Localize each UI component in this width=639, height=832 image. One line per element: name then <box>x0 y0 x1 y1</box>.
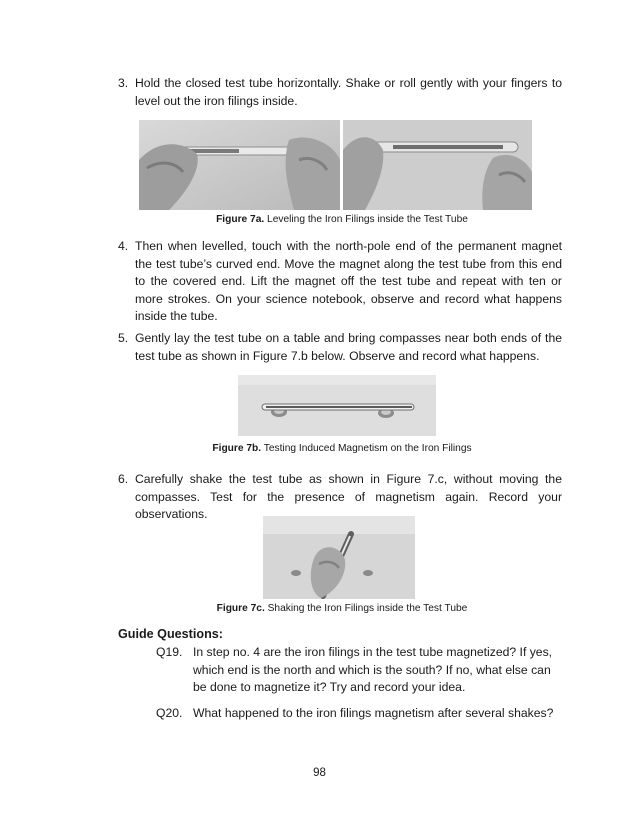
step-number: 3. <box>118 76 129 90</box>
question-number: Q20. <box>156 706 183 720</box>
step-text: Carefully shake the test tube as shown in Figure 7.c, without moving the compasses. Test for the presence of magnetism again. Record your observations. <box>135 472 562 521</box>
step-text: Hold the closed test tube horizontally. Shake or roll gently with your fingers to level out the iron filings inside. <box>135 76 562 108</box>
step-number: 6. <box>118 472 129 486</box>
figure-7c-caption <box>120 603 564 614</box>
figure-7c-photo <box>263 516 415 599</box>
figure-7b-photo <box>238 375 436 436</box>
figure-caption-text: Shaking the Iron Filings inside the Test Tube <box>267 603 468 614</box>
figure-7a-caption <box>120 214 564 225</box>
question-q19 <box>156 644 561 697</box>
question-number: Q19. <box>156 645 183 659</box>
question-q20 <box>156 705 576 723</box>
step-number: 4. <box>118 239 129 253</box>
question-text: In step no. 4 are the iron filings in the test tube magnetized? If yes, which end is the north and which is the south? If no, what else can be done to magnetize it? Try and record your idea. <box>193 645 553 694</box>
figure-7b-caption <box>120 443 564 454</box>
figure-label: Figure 7b. <box>212 443 262 454</box>
step-5 <box>118 330 562 365</box>
page-number: 98 <box>313 767 326 779</box>
figure-label: Figure 7a. <box>216 214 265 225</box>
figure-7a-right-photo <box>343 120 532 210</box>
question-text: What happened to the iron filings magnetism after several shakes? <box>193 706 554 720</box>
figure-label: Figure 7c. <box>216 603 265 614</box>
step-text: Then when levelled, touch with the north-pole end of the permanent magnet the test tube’s curved end. Move the magnet along the test tube from this end to the covered end. Lift the magnet off the test tube and repeat with ten or more strokes. On your science notebook, observe and record what happens inside the tube. <box>135 239 562 323</box>
step-4 <box>118 238 562 326</box>
step-3 <box>118 75 562 110</box>
guide-questions-heading: Guide Questions: <box>118 627 223 641</box>
figure-caption-text: Testing Induced Magnetism on the Iron Filings <box>263 443 472 454</box>
step-text: Gently lay the test tube on a table and bring compasses near both ends of the test tube as shown in Figure 7.b below. Observe and record what happens. <box>135 331 562 363</box>
step-number: 5. <box>118 331 129 345</box>
figure-7a-left-photo <box>139 120 340 210</box>
figure-caption-text: Leveling the Iron Filings inside the Test Tube <box>267 214 468 225</box>
